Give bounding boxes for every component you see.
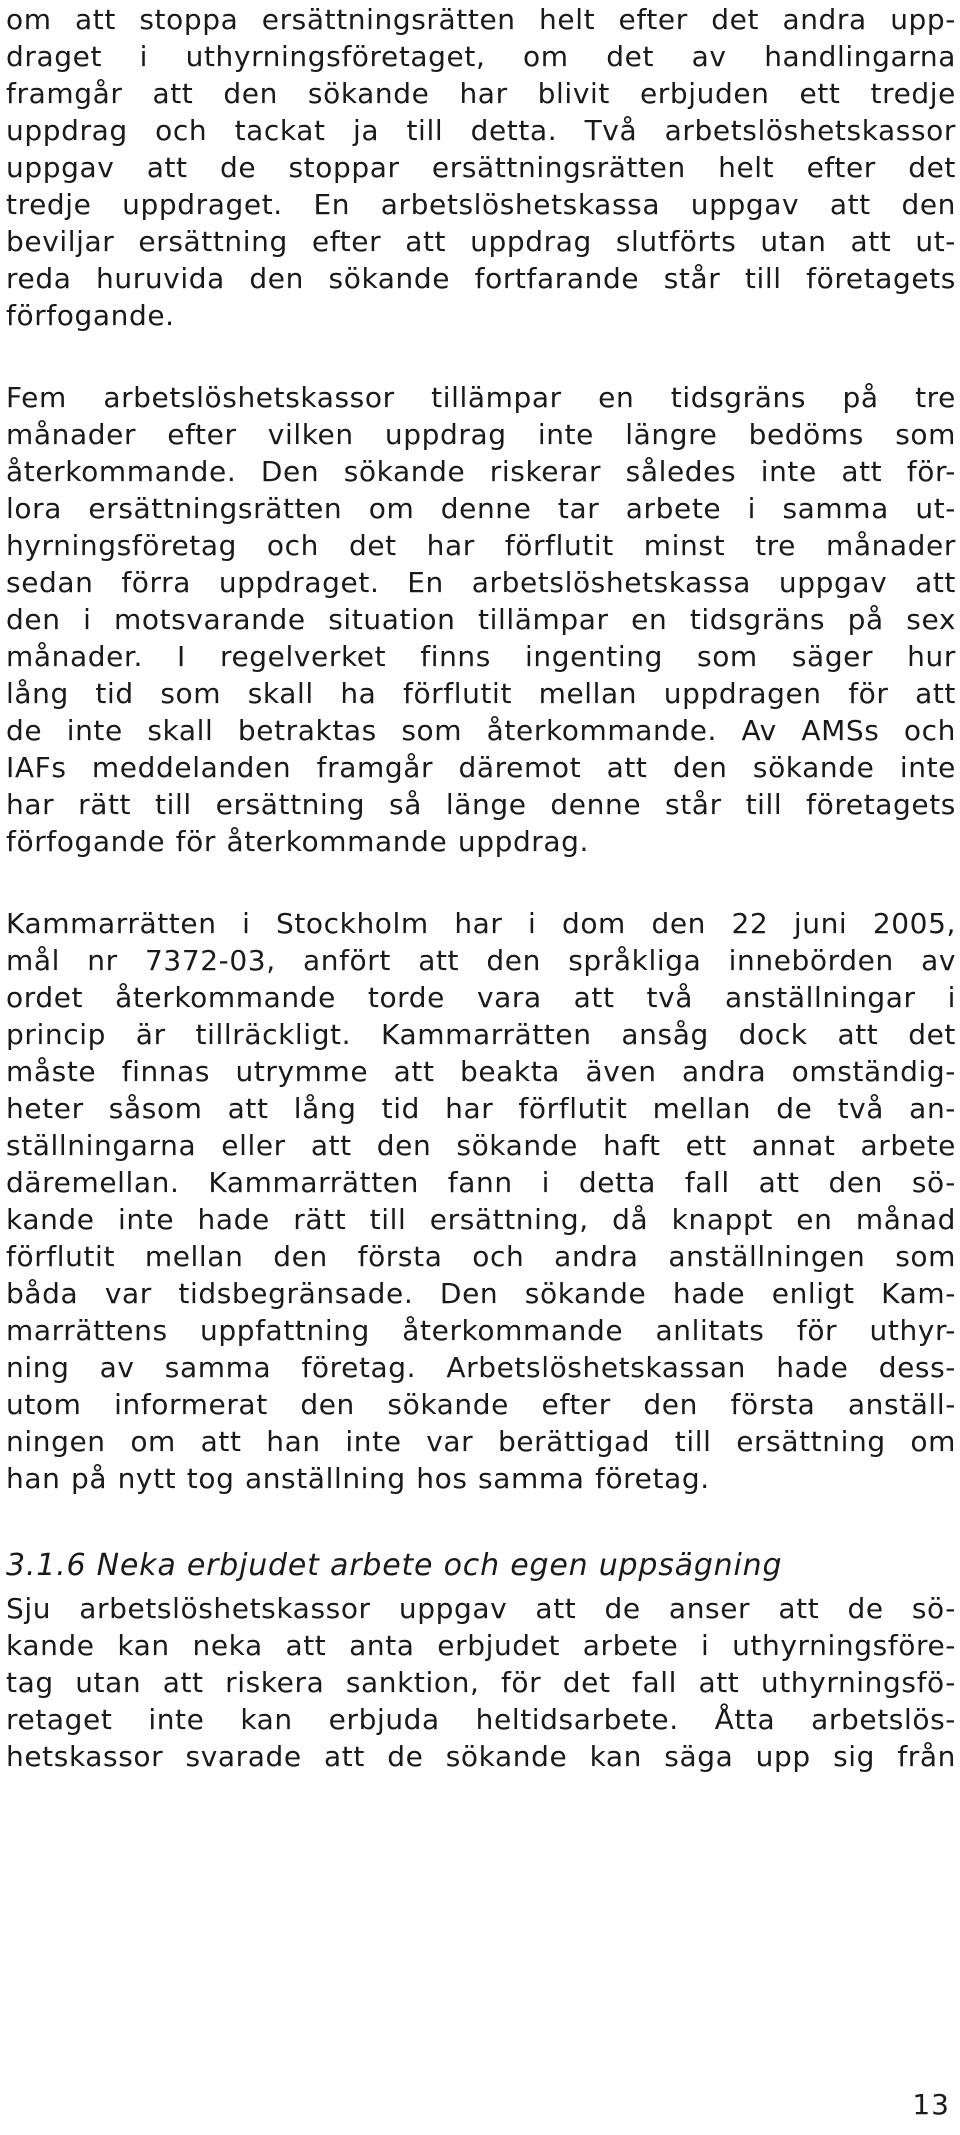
text-line: om att stoppa ersättningsrätten helt efter det andra upp- [6, 3, 956, 36]
text-line: tag utan att riskera sanktion, för det fall att uthyrningsfö- [6, 1666, 956, 1699]
text-line: uppgav att de stoppar ersättningsrätten helt efter det [6, 151, 956, 184]
text-line: framgår att den sökande har blivit erbjuden ett tredje [6, 77, 956, 110]
text-line: mål nr 7372-03, anfört att den språkliga innebörden av [6, 944, 956, 977]
text-line: IAFs meddelanden framgår däremot att den sökande inte [6, 751, 956, 784]
text-line: månader efter vilken uppdrag inte längre bedöms som [6, 418, 956, 451]
text-line: kande kan neka att anta erbjudet arbete i uthyrningsföre- [6, 1629, 956, 1662]
text-line: lora ersättningsrätten om denne tar arbete i samma ut- [6, 492, 956, 525]
text-line: förfogande. [6, 299, 175, 332]
text-line: ningen om att han inte var berättigad till ersättning om [6, 1425, 956, 1458]
text-line: månader. I regelverket finns ingenting som säger hur [6, 640, 956, 673]
text-line: hyrningsföretag och det har förflutit minst tre månader [6, 529, 956, 562]
text-line: däremellan. Kammarrätten fann i detta fall att den sö- [6, 1166, 956, 1199]
text-line: den i motsvarande situation tillämpar en tidsgräns på sex [6, 603, 956, 636]
text-line: har rätt till ersättning så länge denne står till företagets [6, 788, 956, 821]
section-heading: 3.1.6 Neka erbjudet arbete och egen uppsägning [6, 1548, 783, 1583]
text-line: draget i uthyrningsföretaget, om det av handlingarna [6, 40, 956, 73]
text-line: ordet återkommande torde vara att två anställningar i [6, 981, 956, 1014]
text-line: retaget inte kan erbjuda heltidsarbete. Åtta arbetslös- [6, 1703, 956, 1736]
text-line: ning av samma företag. Arbetslöshetskassan hade dess- [6, 1351, 956, 1384]
text-line: uppdrag och tackat ja till detta. Två arbetslöshetskassor [6, 114, 956, 147]
text-line: förfogande för återkommande uppdrag. [6, 825, 590, 858]
text-line: Sju arbetslöshetskassor uppgav att de anser att de sö- [6, 1592, 956, 1625]
text-line: princip är tillräckligt. Kammarrätten ansåg dock att det [6, 1018, 956, 1051]
text-line: båda var tidsbegränsade. Den sökande hade enligt Kam- [6, 1277, 956, 1310]
page-number: 13 [912, 2088, 950, 2121]
text-line: utom informerat den sökande efter den första anställ- [6, 1388, 956, 1421]
text-line: Kammarrätten i Stockholm har i dom den 22 juni 2005, [6, 907, 956, 940]
text-line: beviljar ersättning efter att uppdrag slutförts utan att ut- [6, 225, 956, 258]
text-line: återkommande. Den sökande riskerar således inte att för- [6, 455, 956, 488]
text-line: tredje uppdraget. En arbetslöshetskassa uppgav att den [6, 188, 956, 221]
text-line: ställningarna eller att den sökande haft ett annat arbete [6, 1129, 956, 1162]
text-line: han på nytt tog anställning hos samma företag. [6, 1462, 710, 1495]
text-line: reda huruvida den sökande fortfarande står till företagets [6, 262, 956, 295]
text-line: måste finnas utrymme att beakta även andra omständig- [6, 1055, 956, 1088]
text-line: förflutit mellan den första och andra anställningen som [6, 1240, 956, 1273]
text-line: marrättens uppfattning återkommande anlitats för uthyr- [6, 1314, 956, 1347]
text-line: hetskassor svarade att de sökande kan säga upp sig från [6, 1740, 956, 1773]
text-line: lång tid som skall ha förflutit mellan uppdragen för att [6, 677, 956, 710]
text-line: sedan förra uppdraget. En arbetslöshetskassa uppgav att [6, 566, 956, 599]
text-line: heter såsom att lång tid har förflutit mellan de två an- [6, 1092, 956, 1125]
text-line: de inte skall betraktas som återkommande. Av AMSs och [6, 714, 956, 747]
text-line: Fem arbetslöshetskassor tillämpar en tidsgräns på tre [6, 381, 956, 414]
text-line: kande inte hade rätt till ersättning, då knappt en månad [6, 1203, 956, 1236]
